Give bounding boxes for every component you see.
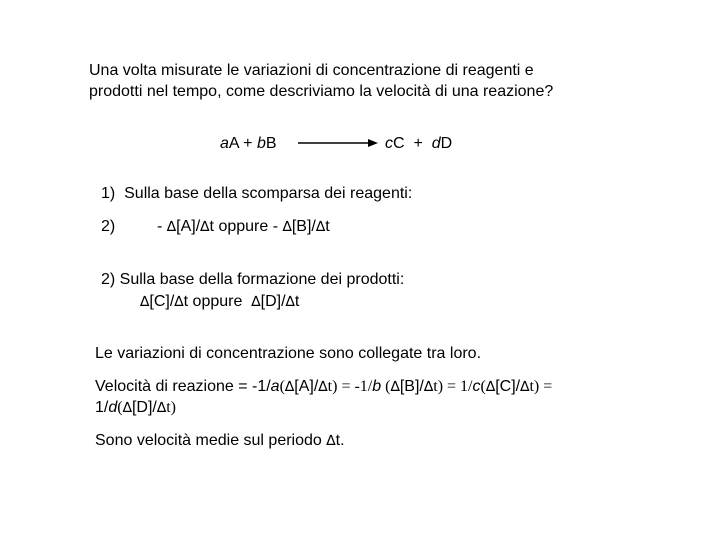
coef-b: b <box>256 135 266 152</box>
species-D: D <box>440 135 453 152</box>
intro-line-2: prodotti nel tempo, come descriviamo la velocità di una reazione? <box>89 83 554 100</box>
coef-a: a <box>270 378 280 395</box>
delta-symbol: ∆ <box>122 400 132 416</box>
conc-text: [B]/ <box>291 218 316 235</box>
coef-c: c <box>385 135 393 152</box>
coef-d: d <box>108 399 118 416</box>
final-end: t. <box>335 432 345 449</box>
final-text: Sono velocità medie sul periodo <box>95 432 327 449</box>
delta-symbol: ∆ <box>285 294 295 310</box>
oppure-text: oppure - <box>214 218 283 235</box>
reaction-arrow-icon <box>298 137 378 149</box>
conc-text: [D]/ <box>260 293 286 310</box>
delta-symbol: ∆ <box>200 219 210 235</box>
conc-text: [D]/ <box>131 399 157 416</box>
list-item-1 <box>101 183 412 205</box>
delta-symbol: ∆ <box>423 379 434 395</box>
paren: ( <box>381 378 391 395</box>
reaction-right <box>385 133 452 155</box>
delta-symbol: ∆ <box>326 433 336 449</box>
conc-text: [A]/ <box>294 378 319 395</box>
conc-text: [A]/ <box>176 218 201 235</box>
delta-symbol: ∆ <box>140 294 150 310</box>
paren: ( <box>117 399 123 416</box>
rate-equation-line-2 <box>95 397 176 419</box>
delta-symbol: ∆ <box>166 219 177 235</box>
conc-text: [C]/ <box>149 293 175 310</box>
delta-symbol: ∆ <box>485 379 496 395</box>
species-C: C <box>393 135 405 152</box>
delta-symbol: ∆ <box>282 219 292 235</box>
species-A: A <box>228 135 239 152</box>
delta-symbol: ∆ <box>284 379 295 395</box>
delta-symbol: ∆ <box>315 219 326 235</box>
reaction-left <box>220 133 277 155</box>
paren: ( <box>279 378 285 395</box>
rate-text: t) = 1/ <box>433 378 473 395</box>
plus-sign: + <box>243 135 253 152</box>
time-text: t <box>209 218 214 235</box>
coef-c: c <box>472 378 481 395</box>
time-text: t <box>325 218 330 235</box>
rate-text: t) <box>166 399 176 416</box>
list-number: 1) <box>101 185 116 202</box>
delta-symbol: ∆ <box>318 379 328 395</box>
rate-text: t) = <box>529 378 553 395</box>
list-number-2: 2) <box>101 218 116 235</box>
rate-equation-line-1 <box>95 376 552 398</box>
delta-symbol: ∆ <box>174 294 184 310</box>
delta-symbol: ∆ <box>520 379 530 395</box>
coef-a: a <box>220 135 229 152</box>
list-text: Sulla base della scomparsa dei reagenti: <box>124 185 413 202</box>
rate-text: Velocità di reazione = -1/ <box>95 378 271 395</box>
intro-line-1: Una volta misurate le variazioni di concentrazione di reagenti e <box>89 62 534 79</box>
coef-d: d <box>431 135 441 152</box>
delta-symbol: ∆ <box>156 400 167 416</box>
conc-text: [B]/ <box>399 378 424 395</box>
product-rate-formula <box>140 291 299 313</box>
delta-symbol: ∆ <box>251 294 261 310</box>
reagent-rate-formula <box>157 216 330 238</box>
time-text: t <box>183 293 189 310</box>
rate-text: 1/ <box>95 399 109 416</box>
minus-sign: - <box>157 218 167 235</box>
statement-text: Le variazioni di concentrazione sono collegate tra loro. <box>95 345 482 362</box>
species-B: B <box>265 135 277 152</box>
list-item-2: 2) Sulla base della formazione dei prodotti: <box>101 271 405 288</box>
coef-b: b <box>372 378 382 395</box>
final-statement <box>95 430 345 452</box>
conc-text: [C]/ <box>495 378 521 395</box>
time-text: t <box>294 293 300 310</box>
oppure-text: oppure <box>188 293 252 310</box>
plus-sign: + <box>413 135 423 152</box>
delta-symbol: ∆ <box>390 379 400 395</box>
rate-text: t) = -1/ <box>327 378 373 395</box>
paren: ( <box>480 378 486 395</box>
